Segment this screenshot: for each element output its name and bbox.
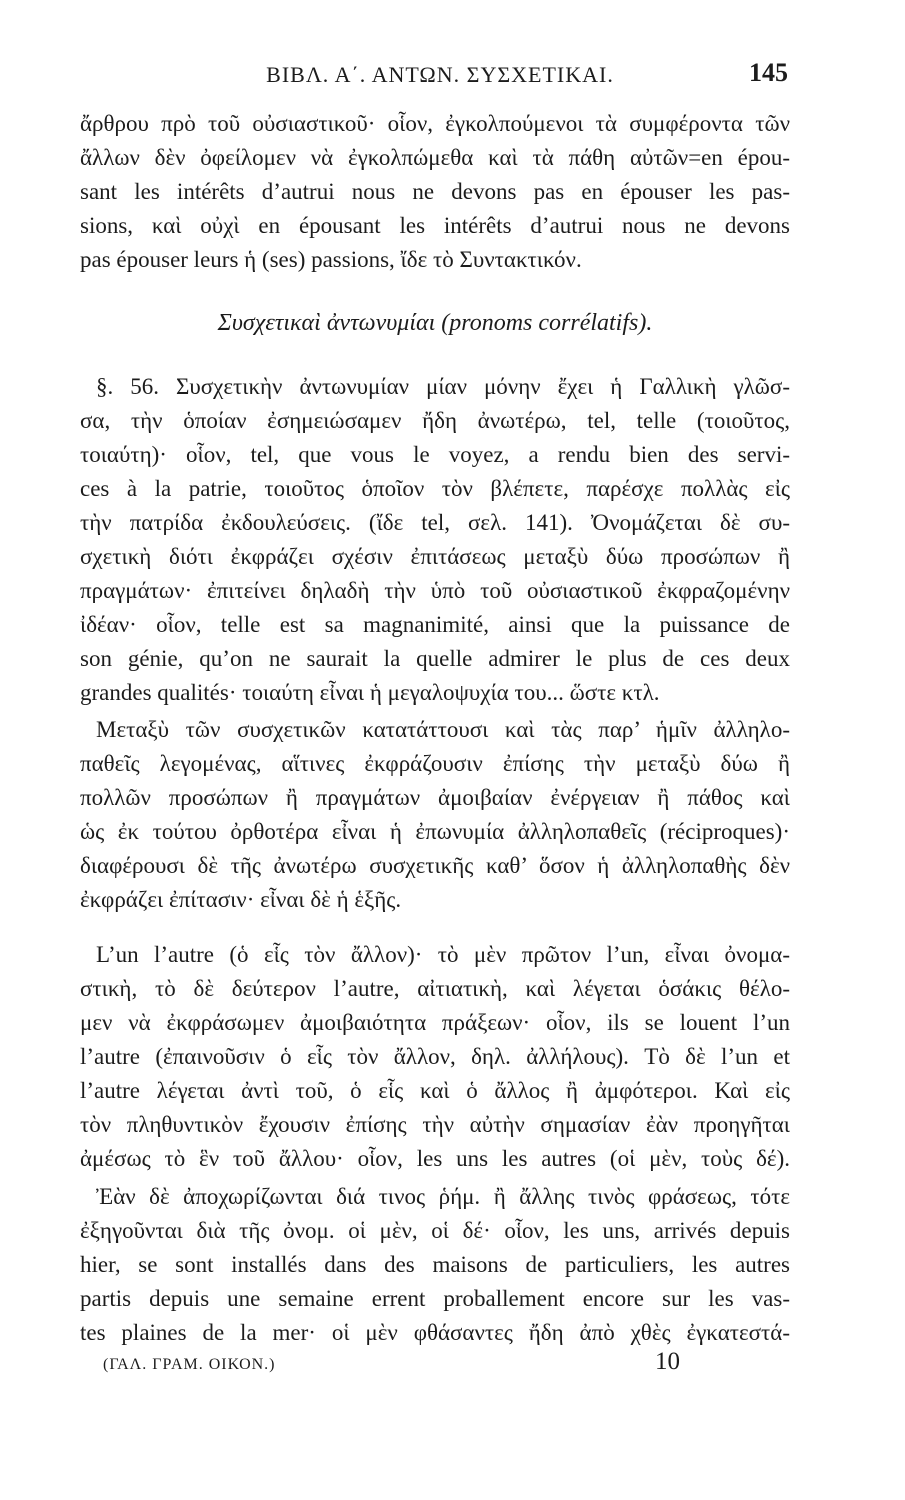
text-line: sant les intérêts d’autrui nous ne devons pas en épouser les pas-	[80, 179, 790, 204]
text-line: tes plaines de la mer· οἱ μὲν φθάσαντες ἤδη ἀπὸ χθὲς ἐγκατεστά-	[80, 1320, 790, 1345]
text-line: σα, τὴν ὁποίαν ἐσημειώσαμεν ἤδη ἀνωτέρω, tel, telle (τοιοῦτος,	[80, 408, 790, 433]
text-line: L’un l’autre (ὁ εἷς τὸν ἄλλον)· τὸ μὲν πρῶτον l’un, εἶναι ὀνομα-	[96, 942, 790, 967]
text-line: pas épouser leurs ἡ (ses) passions, ἴδε τὸ Συντακτικόν.	[80, 247, 582, 272]
text-line: ἐξηγοῦνται διὰ τῆς ὀνομ. οἱ μὲν, οἱ δέ· οἷον, les uns, arrivés depuis	[80, 1218, 790, 1243]
footer-signature: (ΓΑΛ. ΓΡΑΜ. ΟΙΚΟΝ.)	[103, 1356, 276, 1373]
page-number: 145	[749, 58, 788, 87]
text-line: μεν νὰ ἐκφράσωμεν ἀμοιβαιότητα πράξεων· οἷον, ils se louent l’un	[80, 1010, 790, 1035]
text-line: ἄρθρου πρὸ τοῦ οὐσιαστικοῦ· οἷον, ἐγκολπούμενοι τὰ συμφέροντα τῶν	[80, 111, 790, 136]
text-line: διαφέρουσι δὲ τῆς ἀνωτέρω συσχετικῆς καθ’ ὅσον ἡ ἀλληλοπαθὴς δὲν	[80, 853, 790, 878]
text-line: τοιαύτη)· οἷον, tel, que vous le voyez, a rendu bien des servi-	[80, 442, 790, 467]
text-line: §. 56. Συσχετικὴν ἀντωνυμίαν μίαν μόνην ἔχει ἡ Γαλλικὴ γλῶσ-	[96, 374, 790, 399]
text-line: hier, se sont installés dans des maisons de particuliers, les autres	[80, 1252, 790, 1277]
text-line: ἐκφράζει ἐπίτασιν· εἶναι δὲ ἡ ἑξῆς.	[80, 887, 402, 912]
text-line: l’autre λέγεται ἀντὶ τοῦ, ὁ εἷς καὶ ὁ ἄλλος ἢ ἀμφότεροι. Καὶ εἰς	[80, 1078, 790, 1103]
text-line: ἰδέαν· οἷον, telle est sa magnanimité, ainsi que la puissance de	[80, 612, 790, 637]
text-line: σχετικὴ διότι ἐκφράζει σχέσιν ἐπιτάσεως μεταξὺ δύω προσώπων ἢ	[80, 544, 790, 569]
footer-sheet-number: 10	[655, 1348, 680, 1375]
text-line: Ἐὰν δὲ ἀποχωρίζωνται διά τινος ῥήμ. ἢ ἄλλης τινὸς φράσεως, τότε	[96, 1184, 790, 1209]
text-line: τὴν πατρίδα ἐκδουλεύσεις. (ἴδε tel, σελ. 141). Ὀνομάζεται δὲ συ-	[80, 510, 790, 535]
running-head: ΒΙΒΛ. Α΄. ΑΝΤΩΝ. ΣΥΣΧΕΤΙΚΑΙ.	[266, 62, 614, 87]
text-line: πραγμάτων· ἐπιτείνει δηλαδὴ τὴν ὑπὸ τοῦ οὐσιαστικοῦ ἐκφραζομένην	[80, 578, 790, 603]
text-line: παθεῖς λεγομένας, αἵτινες ἐκφράζουσιν ἐπίσης τὴν μεταξὺ δύω ἢ	[80, 751, 790, 776]
text-line: sions, καὶ οὐχὶ en épousant les intérêts d’autrui nous ne devons	[80, 213, 790, 238]
text-line: grandes qualités· τοιαύτη εἶναι ἡ μεγαλοψυχία του... ὥστε κτλ.	[80, 680, 660, 705]
text-line: ὡς ἐκ τούτου ὀρθοτέρα εἶναι ἡ ἐπωνυμία ἀλληλοπαθεῖς (réciproques)·	[80, 819, 790, 844]
section-heading: Συσχετικαὶ ἀντωνυμίαι (pronoms corrélatifs).	[217, 310, 653, 336]
text-line: στικὴ, τὸ δὲ δεύτερον l’autre, αἰτιατικὴ, καὶ λέγεται ὁσάκις θέλο-	[80, 976, 790, 1001]
text-line: πολλῶν προσώπων ἢ πραγμάτων ἀμοιβαίαν ἐνέργειαν ἢ πάθος καὶ	[80, 785, 790, 810]
text-line: τὸν πληθυντικὸν ἔχουσιν ἐπίσης τὴν αὐτὴν σημασίαν ἐὰν προηγῆται	[80, 1112, 790, 1137]
text-line: l’autre (ἐπαινοῦσιν ὁ εἷς τὸν ἄλλον, δηλ. ἀλλήλους). Τὸ δὲ l’un et	[80, 1044, 790, 1069]
text-line: son génie, qu’on ne saurait la quelle admirer le plus de ces deux	[80, 646, 790, 671]
text-line: ἀμέσως τὸ ἓν τοῦ ἄλλου· οἷον, les uns les autres (οἱ μὲν, τοὺς δέ).	[80, 1146, 790, 1171]
text-line: ἄλλων δὲν ὀφείλομεν νὰ ἐγκολπώμεθα καὶ τὰ πάθη αὐτῶν=en épou-	[80, 145, 790, 170]
text-line: partis depuis une semaine errent proballement encore sur les vas-	[80, 1286, 790, 1311]
text-line: Μεταξὺ τῶν συσχετικῶν κατατάττουσι καὶ τὰς παρ’ ἡμῖν ἀλληλο-	[96, 717, 790, 742]
text-line: ces à la patrie, τοιοῦτος ὁποῖον τὸν βλέπετε, παρέσχε πολλὰς εἰς	[80, 476, 790, 501]
